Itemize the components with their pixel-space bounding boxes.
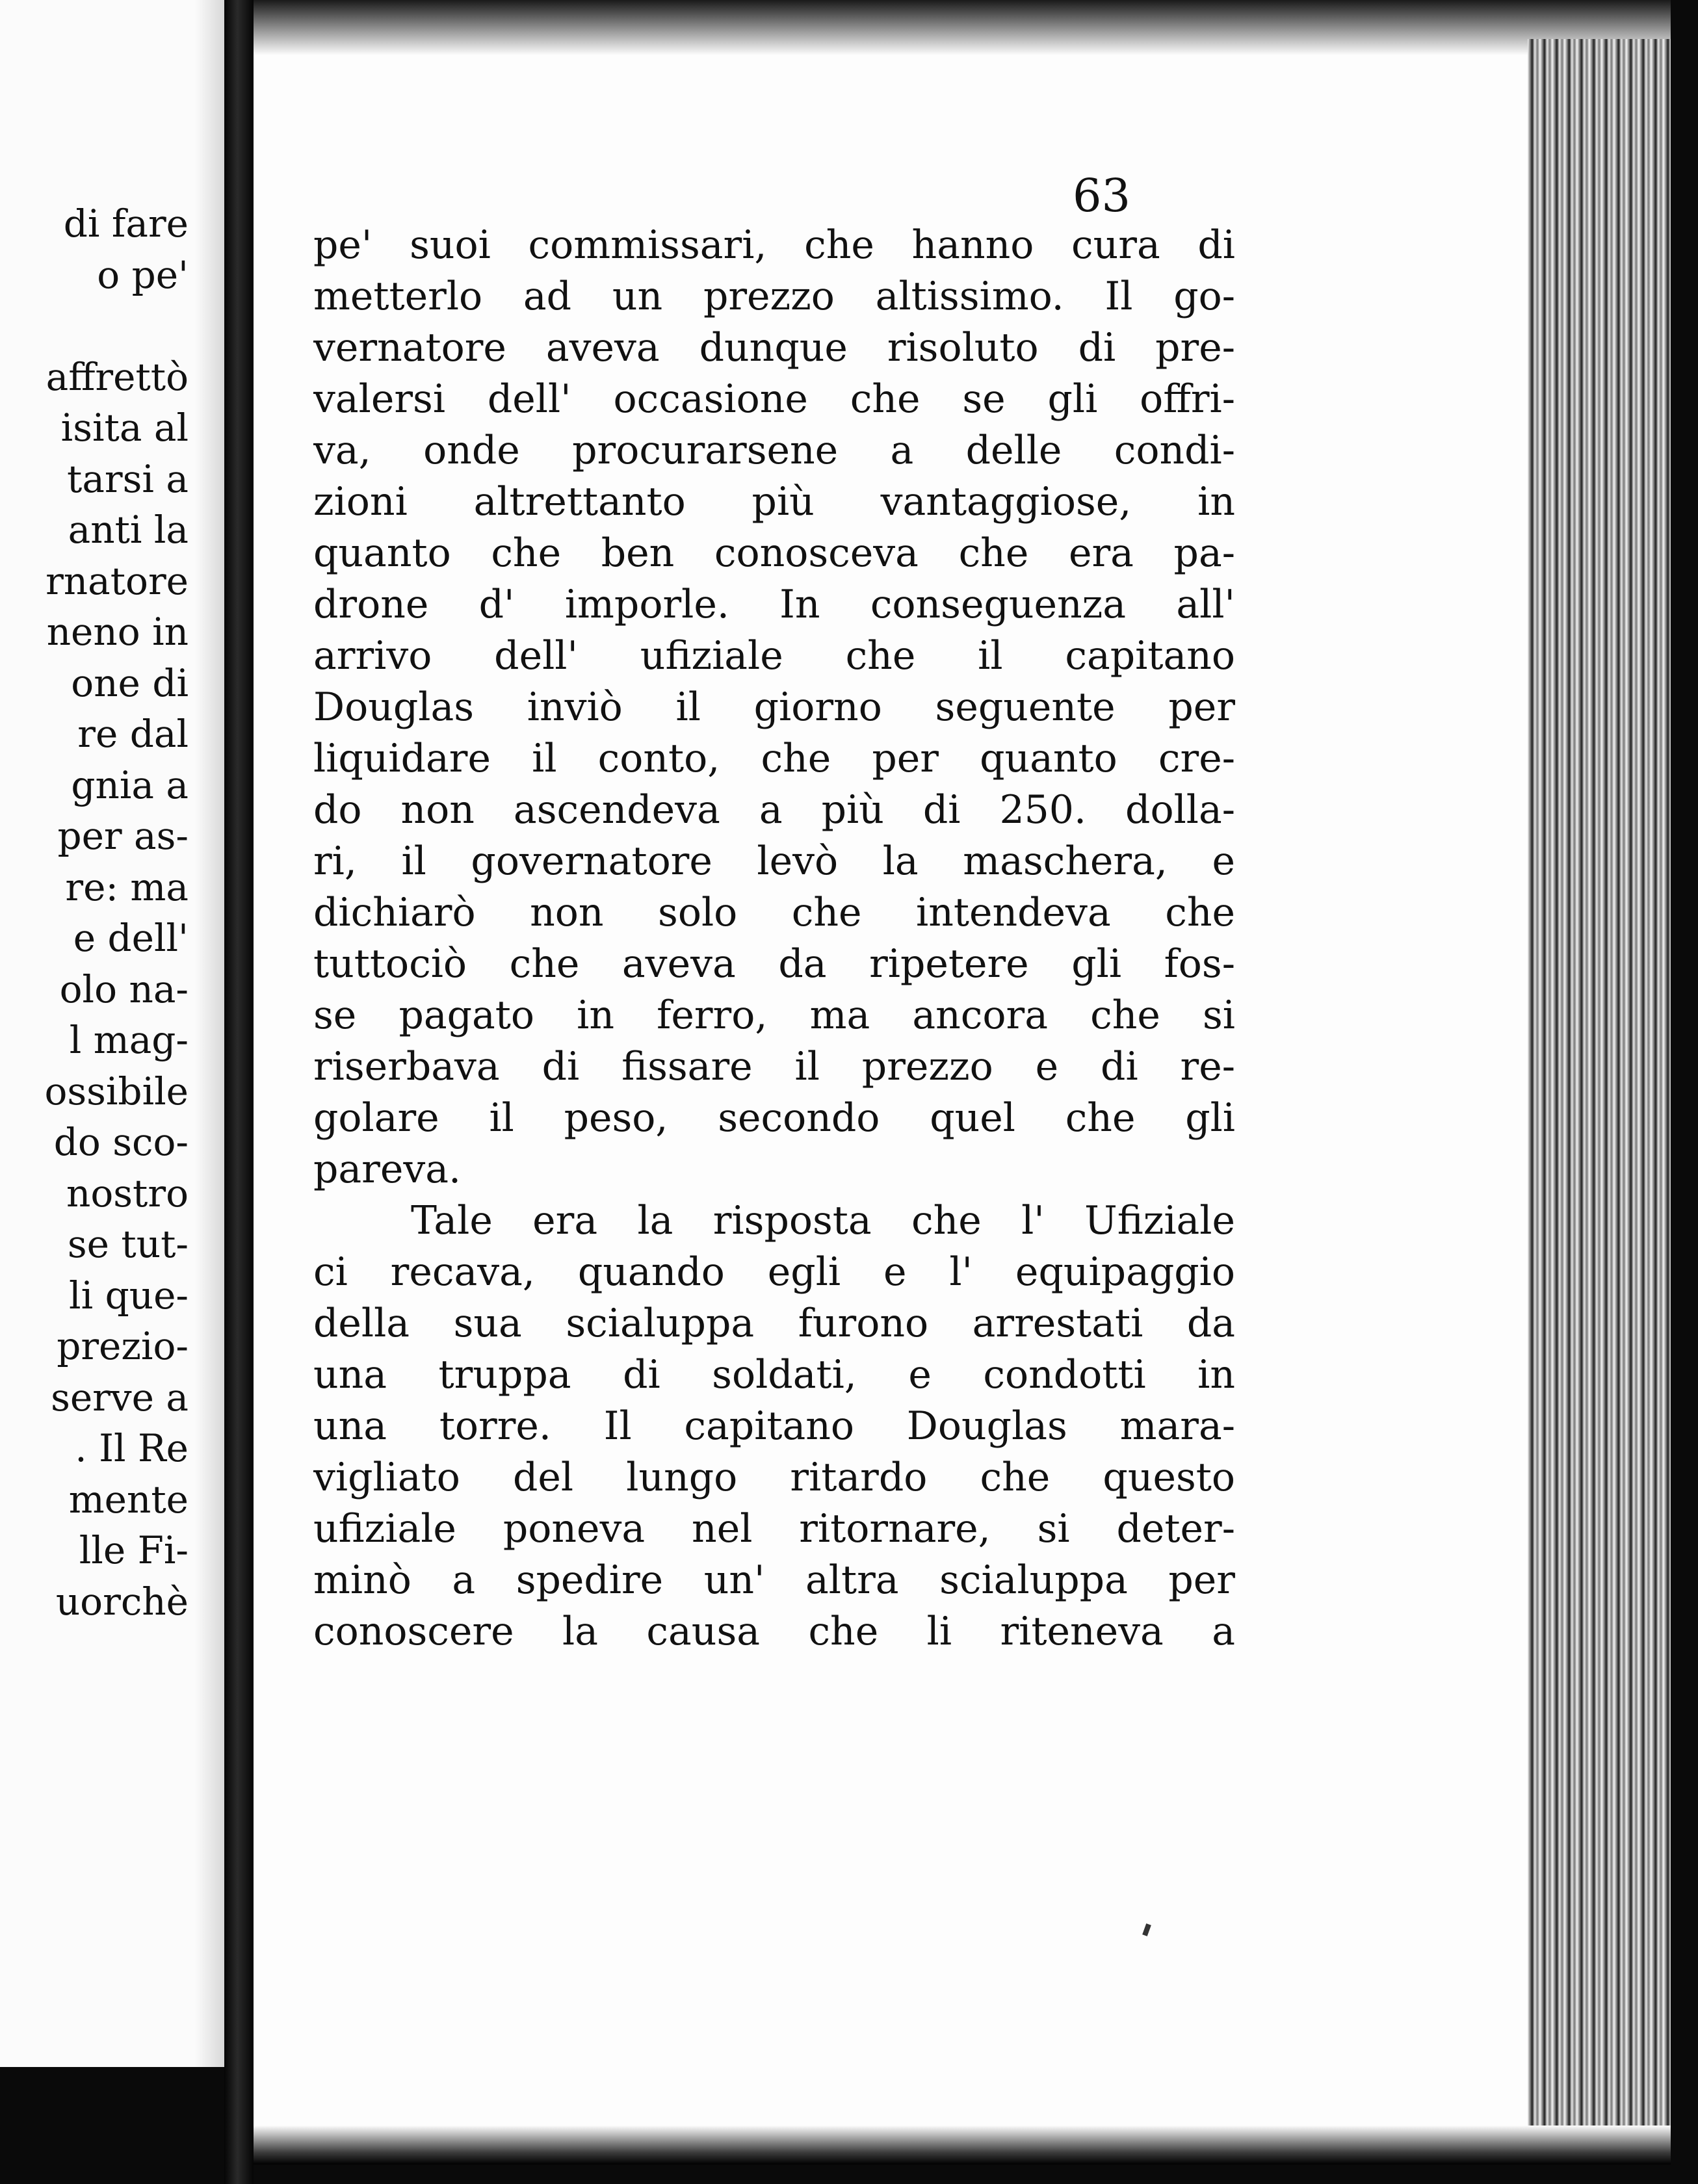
left-line: do sco- — [53, 1120, 189, 1164]
left-line: uorchè — [55, 1579, 189, 1624]
left-line: se tut- — [67, 1222, 189, 1266]
left-line: tarsi a — [67, 456, 189, 501]
left-line: nostro — [66, 1171, 189, 1216]
body-line: drone d' imporle. In conseguenza all' — [313, 582, 1235, 627]
left-line: ossibile — [44, 1069, 189, 1113]
left-line: re: ma — [65, 864, 189, 909]
body-line: conoscere la causa che li riteneva a — [313, 1609, 1235, 1654]
left-line: re dal — [77, 712, 189, 756]
left-page-text — [0, 198, 189, 1627]
body-line: della sua scialuppa furono arrestati da — [313, 1301, 1235, 1346]
left-line: one di — [71, 660, 189, 705]
left-line: mente — [68, 1477, 189, 1522]
body-line: valersi dell' occasione che se gli offri- — [313, 376, 1235, 422]
body-line: tuttociò che aveva da ripetere gli fos- — [313, 941, 1235, 987]
body-line: ri, il governatore levò la maschera, e — [313, 838, 1235, 884]
left-line: isita al — [60, 406, 189, 450]
body-line: quanto che ben conosceva che era pa- — [313, 530, 1235, 576]
body-line: golare il peso, secondo quel che gli — [313, 1095, 1235, 1141]
page-number: 63 — [1073, 169, 1131, 222]
left-line: prezio- — [57, 1324, 189, 1368]
left-line: l mag- — [69, 1018, 189, 1062]
left-line: e dell' — [73, 916, 189, 960]
book-spine — [224, 0, 254, 2184]
page-edges-right — [1528, 39, 1671, 2164]
left-line: rnatore — [46, 558, 189, 603]
left-page — [0, 0, 224, 2067]
body-line: do non ascendeva a più di 250. dolla- — [313, 787, 1235, 833]
left-page-gutter — [195, 0, 224, 2067]
body-line: minò a spedire un' altra scialuppa per — [313, 1557, 1235, 1603]
body-line: metterlo ad un prezzo altissimo. Il go- — [313, 274, 1235, 319]
body-line: zioni altrettanto più vantaggiose, in — [313, 479, 1235, 525]
ink-speck — [1142, 1923, 1151, 1936]
left-line: serve a — [51, 1375, 189, 1420]
left-line: o pe' — [97, 252, 189, 297]
body-line: Douglas inviò il giorno seguente per — [313, 684, 1235, 730]
left-line: affrettò — [46, 354, 189, 399]
body-line: liquidare il conto, che per quanto cre- — [313, 736, 1235, 781]
body-line: pareva. — [313, 1147, 462, 1192]
body-line: arrivo dell' ufiziale che il capitano — [313, 633, 1235, 679]
left-line — [0, 300, 189, 352]
body-line: se pagato in ferro, ma ancora che si — [313, 993, 1235, 1038]
body-line: va, onde procurarsene a delle condi- — [313, 428, 1235, 473]
left-line: per as- — [57, 814, 189, 858]
body-line: riserbava di fissare il prezzo e di re- — [313, 1044, 1235, 1089]
body-line: pe' suoi commissari, che hanno cura di — [313, 222, 1235, 268]
body-text — [313, 220, 1235, 1658]
left-line: di fare — [63, 202, 189, 246]
left-line: anti la — [68, 508, 189, 552]
paragraph-first-line: Tale era la risposta che l' Ufiziale — [411, 1198, 1235, 1243]
page-edge-bottom — [254, 2126, 1671, 2164]
body-line: una torre. Il capitano Douglas mara- — [313, 1403, 1235, 1449]
page-top-shadow — [254, 0, 1671, 55]
body-line: ufiziale poneva nel ritornare, si deter- — [313, 1506, 1235, 1552]
body-line: vernatore aveva dunque risoluto di pre- — [313, 325, 1235, 370]
right-page — [254, 0, 1671, 2164]
left-line: . Il Re — [75, 1426, 189, 1470]
body-line: una truppa di soldati, e condotti in — [313, 1352, 1235, 1398]
body-line: vigliato del lungo ritardo che questo — [313, 1455, 1235, 1500]
left-line: olo na- — [59, 967, 189, 1011]
left-line: neno in — [46, 610, 189, 654]
left-line: gnia a — [71, 762, 189, 807]
left-line: li que- — [69, 1273, 189, 1318]
body-line: dichiarò non solo che intendeva che — [313, 890, 1235, 935]
left-line: lle Fi- — [79, 1528, 189, 1572]
body-line: ci recava, quando egli e l' equipaggio — [313, 1249, 1235, 1295]
